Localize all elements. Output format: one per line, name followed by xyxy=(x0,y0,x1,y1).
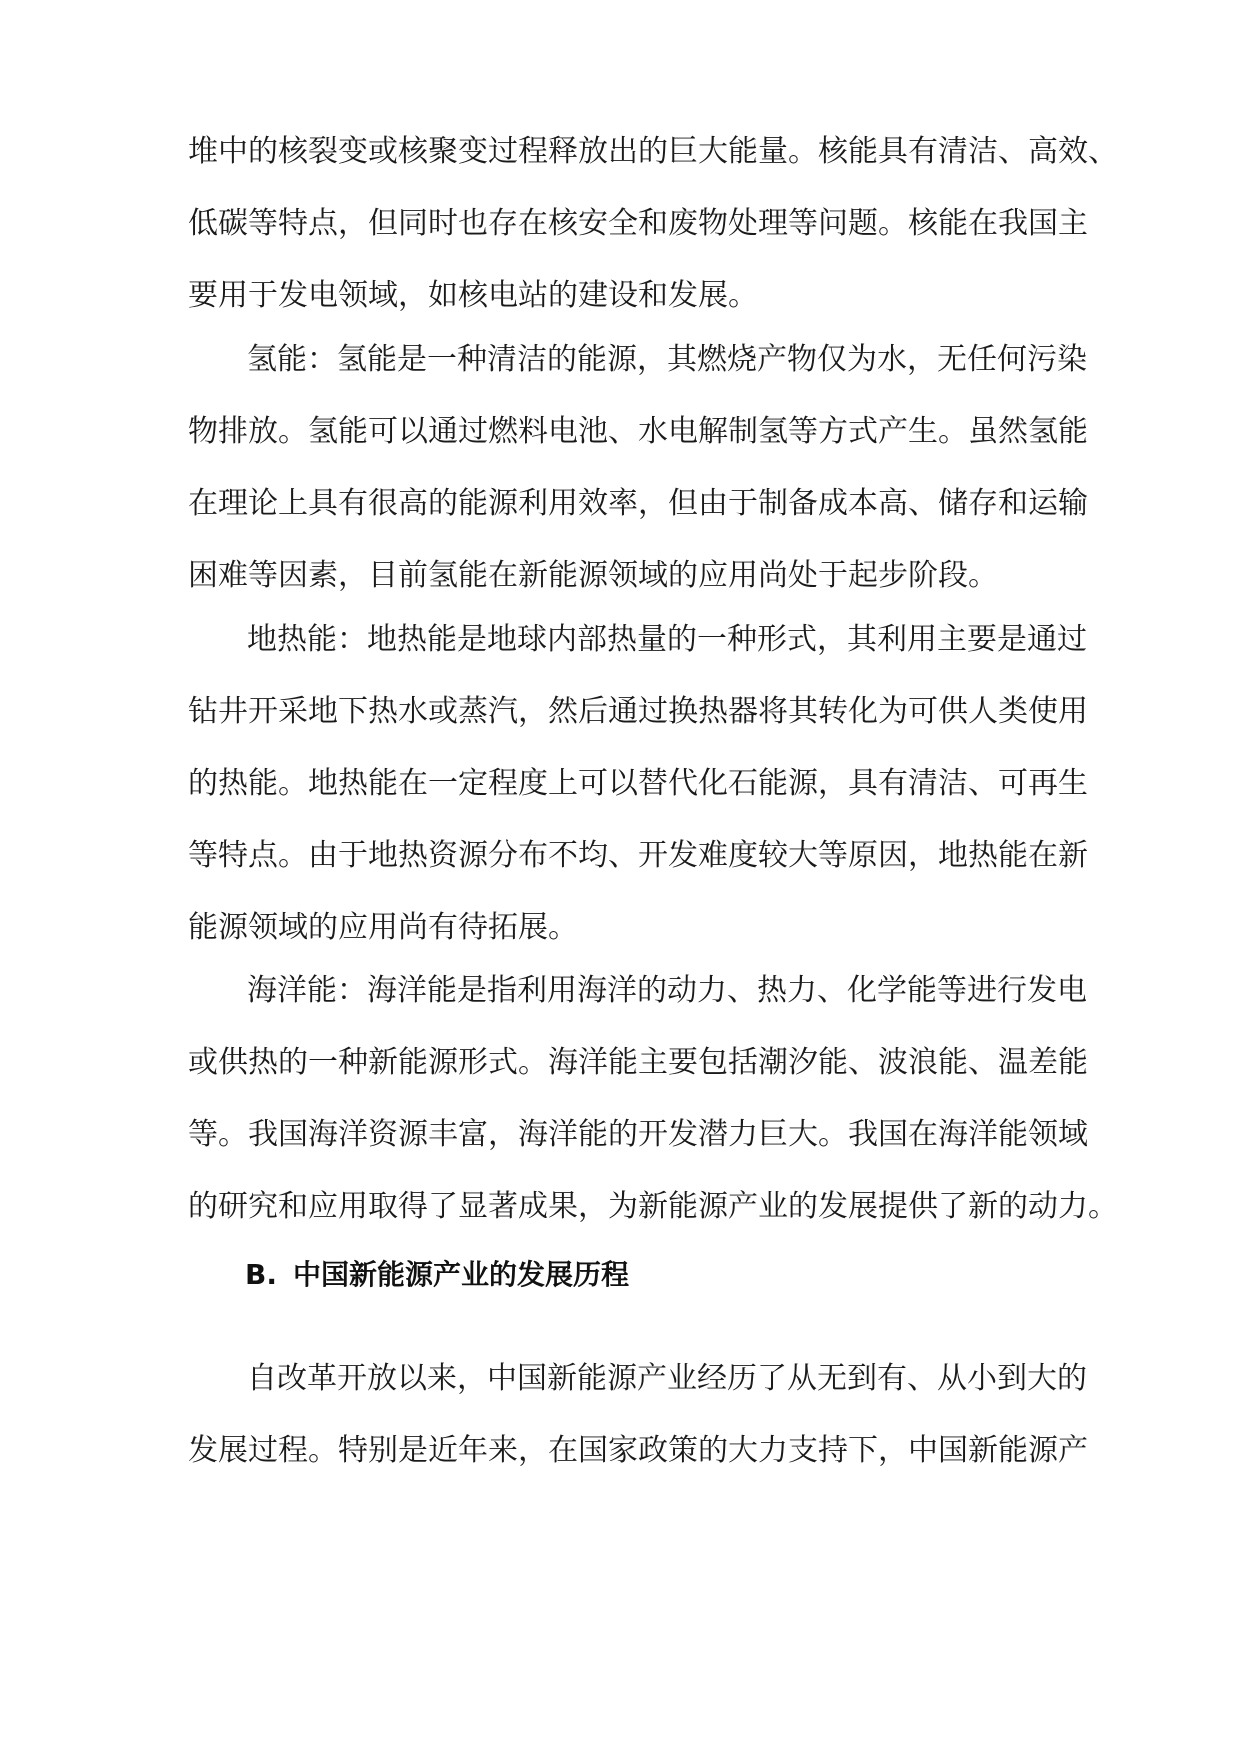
paragraph-line: 自改革开放以来，中国新能源产业经历了从无到有、从小到大的 xyxy=(247,1361,1087,1396)
paragraph-line: 或供热的一种新能源形式。海洋能主要包括潮汐能、波浪能、温差能 xyxy=(188,1045,1088,1080)
section-heading xyxy=(245,1239,629,1311)
paragraph-line: 能源领域的应用尚有待拓展。 xyxy=(188,910,578,945)
paragraph-line: 等特点。由于地热资源分布不均、开发难度较大等原因，地热能在新 xyxy=(188,838,1088,873)
paragraph-line: 低碳等特点，但同时也存在核安全和废物处理等问题。核能在我国主 xyxy=(188,206,1088,241)
paragraph-line: 堆中的核裂变或核聚变过程释放出的巨大能量。核能具有清洁、高效、 xyxy=(188,134,1118,169)
paragraph-line: 氢能：氢能是一种清洁的能源，其燃烧产物仅为水，无任何污染 xyxy=(247,342,1087,377)
section-heading-title: 中国新能源产业的发展历程 xyxy=(293,1258,630,1291)
section-heading-label: B. xyxy=(245,1258,277,1291)
paragraph-line: 的研究和应用取得了显著成果，为新能源产业的发展提供了新的动力。 xyxy=(188,1189,1118,1224)
paragraph-line: 在理论上具有很高的能源利用效率，但由于制备成本高、储存和运输 xyxy=(188,486,1088,521)
paragraph-line: 海洋能：海洋能是指利用海洋的动力、热力、化学能等进行发电 xyxy=(247,973,1087,1008)
paragraph-line: 困难等因素，目前氢能在新能源领域的应用尚处于起步阶段。 xyxy=(188,558,998,593)
paragraph-line: 地热能：地热能是地球内部热量的一种形式，其利用主要是通过 xyxy=(247,622,1087,657)
paragraph-line: 要用于发电领域，如核电站的建设和发展。 xyxy=(188,278,758,313)
paragraph-line: 等。我国海洋资源丰富，海洋能的开发潜力巨大。我国在海洋能领域 xyxy=(188,1117,1088,1152)
paragraph-line: 物排放。氢能可以通过燃料电池、水电解制氢等方式产生。虽然氢能 xyxy=(188,414,1088,449)
paragraph-line: 钻井开采地下热水或蒸汽，然后通过换热器将其转化为可供人类使用 xyxy=(188,694,1088,729)
paragraph-line: 的热能。地热能在一定程度上可以替代化石能源，具有清洁、可再生 xyxy=(188,766,1088,801)
paragraph-line: 发展过程。特别是近年来，在国家政策的大力支持下，中国新能源产 xyxy=(188,1433,1088,1468)
